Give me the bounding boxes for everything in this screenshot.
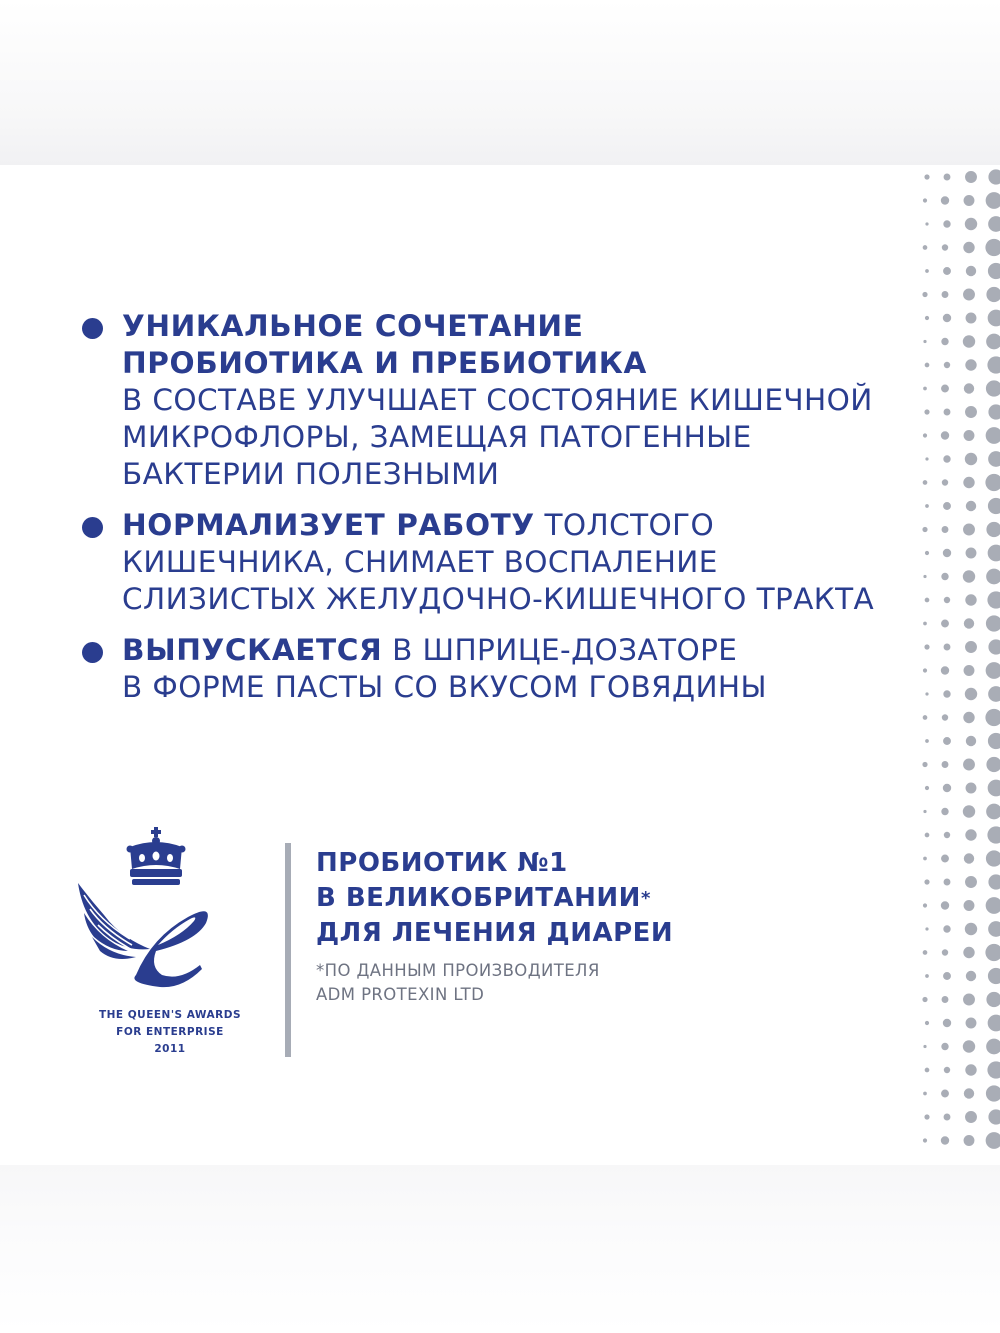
halftone-dot xyxy=(965,688,977,700)
probiotic-claim xyxy=(316,846,876,1007)
benefit-body-line: В ФОРМЕ ПАСТЫ СО ВКУСОМ ГОВЯДИНЫ xyxy=(122,670,767,704)
benefit-lead: НОРМАЛИЗУЕТ РАБОТУ xyxy=(122,508,535,542)
bottom-background-band xyxy=(0,1165,1000,1333)
halftone-dot xyxy=(944,174,951,181)
halftone-dot xyxy=(988,921,1000,937)
halftone-dot xyxy=(923,1138,927,1142)
halftone-dot xyxy=(943,267,951,275)
vertical-divider xyxy=(285,843,291,1057)
benefit-body-line: В СОСТАВЕ УЛУЧШАЕТ СОСТОЯНИЕ КИШЕЧНОЙ xyxy=(122,383,873,417)
halftone-dot xyxy=(944,879,951,886)
halftone-dot xyxy=(925,269,929,273)
halftone-dot xyxy=(966,501,976,511)
halftone-dot xyxy=(944,832,950,838)
halftone-dot xyxy=(944,1067,950,1073)
halftone-dot xyxy=(988,874,1000,889)
halftone-dot xyxy=(924,879,929,884)
halftone-dot xyxy=(988,216,1000,232)
halftone-dot xyxy=(966,736,976,746)
halftone-dot xyxy=(963,947,974,958)
halftone-dot xyxy=(942,714,948,720)
claim-footnote xyxy=(316,959,876,1007)
halftone-dot xyxy=(964,195,975,206)
halftone-dot xyxy=(923,198,927,202)
halftone-dot xyxy=(986,380,1000,396)
halftone-dot xyxy=(925,363,930,368)
halftone-dot xyxy=(941,666,949,674)
halftone-dot xyxy=(965,641,977,653)
halftone-dot xyxy=(943,737,951,745)
benefit-item-release-form xyxy=(78,632,898,706)
halftone-dot xyxy=(943,1019,951,1027)
halftone-dot xyxy=(923,810,926,813)
halftone-dot xyxy=(923,1045,926,1048)
halftone-dot xyxy=(941,385,949,393)
footnote-line: ADM PROTEXIN LTD xyxy=(316,985,485,1004)
halftone-dot xyxy=(923,387,927,391)
halftone-dot xyxy=(941,901,949,909)
award-caption-line: THE QUEEN'S AWARDS xyxy=(98,1009,242,1021)
halftone-dot xyxy=(985,944,1000,961)
halftone-dot xyxy=(943,220,950,227)
halftone-dot xyxy=(987,356,1000,373)
halftone-dot xyxy=(963,570,975,582)
halftone-dot xyxy=(942,526,949,533)
halftone-dot xyxy=(925,551,929,555)
halftone-dot xyxy=(924,1114,929,1119)
halftone-dot xyxy=(965,453,977,465)
halftone-dot xyxy=(986,192,1000,209)
halftone-dot xyxy=(986,522,1000,537)
benefit-body-line: БАКТЕРИИ ПОЛЕЗНЫМИ xyxy=(122,457,500,491)
halftone-dot xyxy=(964,853,974,863)
halftone-dot xyxy=(986,569,1000,585)
halftone-dot xyxy=(987,591,1000,608)
claim-line: ДЛЯ ЛЕЧЕНИЯ ДИАРЕИ xyxy=(316,918,674,948)
halftone-dot xyxy=(944,597,950,603)
halftone-dot xyxy=(964,665,975,676)
halftone-dot xyxy=(965,829,976,840)
halftone-dot xyxy=(943,784,951,792)
halftone-dot xyxy=(943,314,951,322)
halftone-dot xyxy=(966,971,976,981)
halftone-dot xyxy=(923,245,928,250)
halftone-dot xyxy=(925,786,929,790)
halftone-dot xyxy=(986,1039,1000,1055)
halftone-dot xyxy=(963,712,974,723)
bullet-dot xyxy=(82,318,103,339)
halftone-dot xyxy=(923,950,928,955)
halftone-dot xyxy=(986,427,1000,444)
halftone-dot xyxy=(925,692,928,695)
halftone-dot xyxy=(944,644,951,651)
halftone-dot xyxy=(986,992,1000,1007)
halftone-dot xyxy=(963,1040,975,1052)
halftone-dot xyxy=(988,169,1000,184)
halftone-dot xyxy=(965,1111,977,1123)
halftone-dot xyxy=(987,1061,1000,1078)
halftone-dot xyxy=(988,545,1000,562)
halftone-dot xyxy=(941,196,949,204)
halftone-dot xyxy=(986,1085,1000,1101)
halftone-dot xyxy=(943,502,951,510)
halftone-dot xyxy=(964,1088,974,1098)
benefit-list xyxy=(78,308,898,720)
halftone-dot xyxy=(925,457,928,460)
halftone-dot xyxy=(941,573,948,580)
halftone-dot xyxy=(988,686,1000,702)
benefit-lead: ВЫПУСКАЕТСЯ xyxy=(122,633,383,667)
halftone-dot xyxy=(943,549,951,557)
halftone-dot xyxy=(965,359,976,370)
halftone-dot xyxy=(963,759,975,771)
halftone-dot xyxy=(966,783,977,794)
halftone-dot xyxy=(988,733,1000,749)
benefit-item-prebiotic xyxy=(78,308,898,493)
claim-line: ПРОБИОТИК №1 xyxy=(316,848,568,878)
halftone-dot xyxy=(986,804,1000,820)
halftone-dot xyxy=(988,310,1000,327)
halftone-dot xyxy=(966,548,977,559)
halftone-dot xyxy=(925,927,928,930)
queens-award-emblem xyxy=(70,825,270,1065)
halftone-dot xyxy=(944,1114,951,1121)
halftone-dot xyxy=(943,972,951,980)
halftone-dot xyxy=(941,1136,949,1144)
halftone-dot xyxy=(942,761,949,768)
halftone-dot xyxy=(923,622,927,626)
claim-line-text: В ВЕЛИКОБРИТАНИИ xyxy=(316,883,641,913)
halftone-dot xyxy=(963,805,975,817)
halftone-dot xyxy=(988,404,1000,419)
halftone-dot xyxy=(964,900,975,911)
halftone-dot xyxy=(922,292,927,297)
halftone-dot xyxy=(985,239,1000,256)
halftone-dot xyxy=(963,335,975,347)
halftone-dot xyxy=(924,644,929,649)
halftone-dot xyxy=(988,263,1000,279)
top-background-band xyxy=(0,0,1000,165)
halftone-dot xyxy=(941,1043,948,1050)
halftone-dot xyxy=(963,524,975,536)
halftone-dot xyxy=(988,1109,1000,1124)
halftone-dot xyxy=(923,668,927,672)
halftone-dot xyxy=(925,222,928,225)
halftone-dot xyxy=(987,826,1000,843)
halftone-dot xyxy=(963,994,975,1006)
halftone-dot xyxy=(942,244,948,250)
halftone-dot xyxy=(942,949,948,955)
halftone-dot xyxy=(963,242,974,253)
halftone-dot xyxy=(988,1015,1000,1032)
halftone-dot xyxy=(965,406,977,418)
halftone-dot xyxy=(925,1068,930,1073)
benefit-body-line: СЛИЗИСТЫХ ЖЕЛУДОЧНО-КИШЕЧНОГО ТРАКТА xyxy=(122,582,875,616)
halftone-dot xyxy=(925,598,930,603)
halftone-dot xyxy=(986,334,1000,350)
halftone-dot xyxy=(944,409,951,416)
halftone-dot xyxy=(941,338,948,345)
halftone-dot xyxy=(986,1132,1000,1149)
halftone-dot xyxy=(941,808,948,815)
halftone-dot xyxy=(923,480,928,485)
halftone-dot xyxy=(924,409,929,414)
halftone-dot xyxy=(924,174,929,179)
halftone-dot xyxy=(923,857,927,861)
halftone-dot xyxy=(925,316,929,320)
benefit-body-line: КИШЕЧНИКА, СНИМАЕТ ВОСПАЛЕНИЕ xyxy=(122,545,718,579)
benefit-body-line: МИКРОФЛОРЫ, ЗАМЕЩАЯ ПАТОГЕННЫЕ xyxy=(122,420,752,454)
claim-asterisk: * xyxy=(640,888,651,909)
halftone-dot xyxy=(922,527,927,532)
halftone-dot xyxy=(963,477,974,488)
halftone-dot xyxy=(925,833,930,838)
halftone-dot xyxy=(965,171,977,183)
award-caption xyxy=(70,1007,270,1058)
claim-line xyxy=(316,881,876,916)
halftone-dot xyxy=(964,383,974,393)
halftone-dot xyxy=(941,855,949,863)
halftone-dot xyxy=(966,266,976,276)
halftone-dot-pattern xyxy=(900,165,1000,1165)
halftone-dot xyxy=(925,739,929,743)
benefit-lead-line: УНИКАЛЬНОЕ СОЧЕТАНИЕ xyxy=(122,309,584,343)
halftone-dot xyxy=(925,504,929,508)
halftone-dot xyxy=(942,291,949,298)
halftone-dot xyxy=(988,498,1000,514)
halftone-dot xyxy=(941,620,949,628)
halftone-dot xyxy=(965,218,977,230)
halftone-dot xyxy=(922,997,927,1002)
benefit-body-first: ТОЛСТОГО xyxy=(544,508,715,542)
bullet-dot xyxy=(82,642,103,663)
halftone-dot xyxy=(964,618,974,628)
footnote-line: *ПО ДАННЫМ ПРОИЗВОДИТЕЛЯ xyxy=(316,961,600,980)
halftone-dot xyxy=(923,340,926,343)
halftone-dot xyxy=(964,1135,975,1146)
award-caption-year: 2011 xyxy=(154,1043,186,1055)
halftone-dot xyxy=(941,431,949,439)
halftone-dot xyxy=(965,923,977,935)
benefit-item-normalizes xyxy=(78,507,898,618)
halftone-dot xyxy=(925,1021,929,1025)
halftone-dot xyxy=(923,903,927,907)
bullet-dot xyxy=(82,517,103,538)
halftone-dot xyxy=(986,757,1000,772)
halftone-dot xyxy=(966,313,977,324)
halftone-dot xyxy=(965,594,976,605)
halftone-dot xyxy=(965,1064,976,1075)
halftone-dot xyxy=(986,662,1000,679)
halftone-dot xyxy=(943,925,950,932)
halftone-dot xyxy=(942,479,948,485)
halftone-dot xyxy=(922,762,927,767)
halftone-dot xyxy=(985,474,1000,491)
halftone-dot xyxy=(942,996,949,1003)
halftone-dot xyxy=(923,715,928,720)
halftone-dot xyxy=(986,287,1000,302)
crown-wing-e-icon xyxy=(70,825,270,1005)
halftone-dot xyxy=(986,615,1000,631)
halftone-dot xyxy=(944,362,950,368)
halftone-dot xyxy=(963,289,975,301)
halftone-dot xyxy=(988,639,1000,654)
halftone-dot xyxy=(925,974,929,978)
halftone-dot xyxy=(943,690,950,697)
halftone-dot xyxy=(923,1092,927,1096)
halftone-dot xyxy=(965,876,977,888)
halftone-dot xyxy=(966,1018,977,1029)
halftone-dot xyxy=(964,430,975,441)
benefit-lead-line: ПРОБИОТИКА И ПРЕБИОТИКА xyxy=(122,346,647,380)
halftone-dot xyxy=(985,709,1000,726)
benefit-body-first: В ШПРИЦЕ-ДОЗАТОРЕ xyxy=(392,633,738,667)
halftone-dot xyxy=(988,451,1000,467)
halftone-dot xyxy=(923,575,926,578)
halftone-dot xyxy=(923,433,927,437)
award-caption-line: FOR ENTERPRISE xyxy=(116,1026,224,1038)
halftone-dot xyxy=(943,455,950,462)
halftone-dot xyxy=(986,850,1000,866)
halftone-dot xyxy=(988,968,1000,984)
halftone-dot xyxy=(941,1090,949,1098)
halftone-dot xyxy=(986,897,1000,914)
halftone-dot xyxy=(988,780,1000,797)
